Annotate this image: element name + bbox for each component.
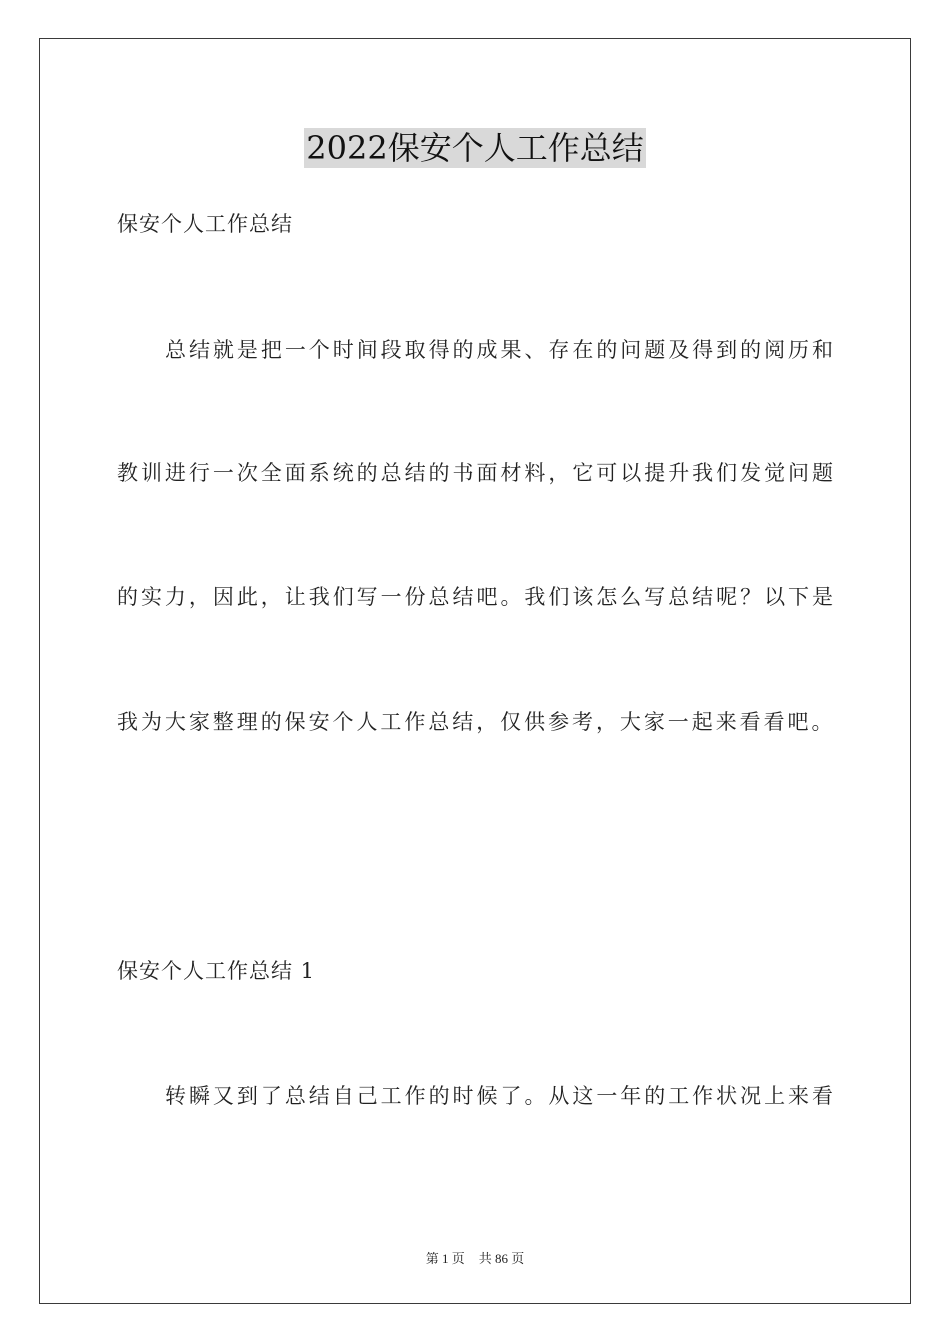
intro-paragraph-line: 教训进行一次全面系统的总结的书面材料，它可以提升我们发觉问题 xyxy=(117,461,833,485)
page-total: 共 86 页 xyxy=(478,1251,525,1266)
page-footer xyxy=(0,1248,950,1267)
page-number: 第 1 页 xyxy=(425,1251,465,1266)
document-subtitle: 保安个人工作总结 xyxy=(117,212,293,236)
document-title-text: 2022保安个人工作总结 xyxy=(306,129,644,167)
section-paragraph-line: 转瞬又到了总结自己工作的时候了。从这一年的工作状况上来看 xyxy=(165,1084,833,1108)
intro-paragraph-line: 总结就是把一个时间段取得的成果、存在的问题及得到的阅历和 xyxy=(165,338,833,362)
document-title xyxy=(0,128,950,168)
intro-paragraph-line: 我为大家整理的保安个人工作总结，仅供参考，大家一起来看看吧。 xyxy=(117,710,833,734)
section-heading: 保安个人工作总结 1 xyxy=(117,959,316,983)
intro-paragraph-line: 的实力，因此，让我们写一份总结吧。我们该怎么写总结呢？以下是 xyxy=(117,585,833,609)
